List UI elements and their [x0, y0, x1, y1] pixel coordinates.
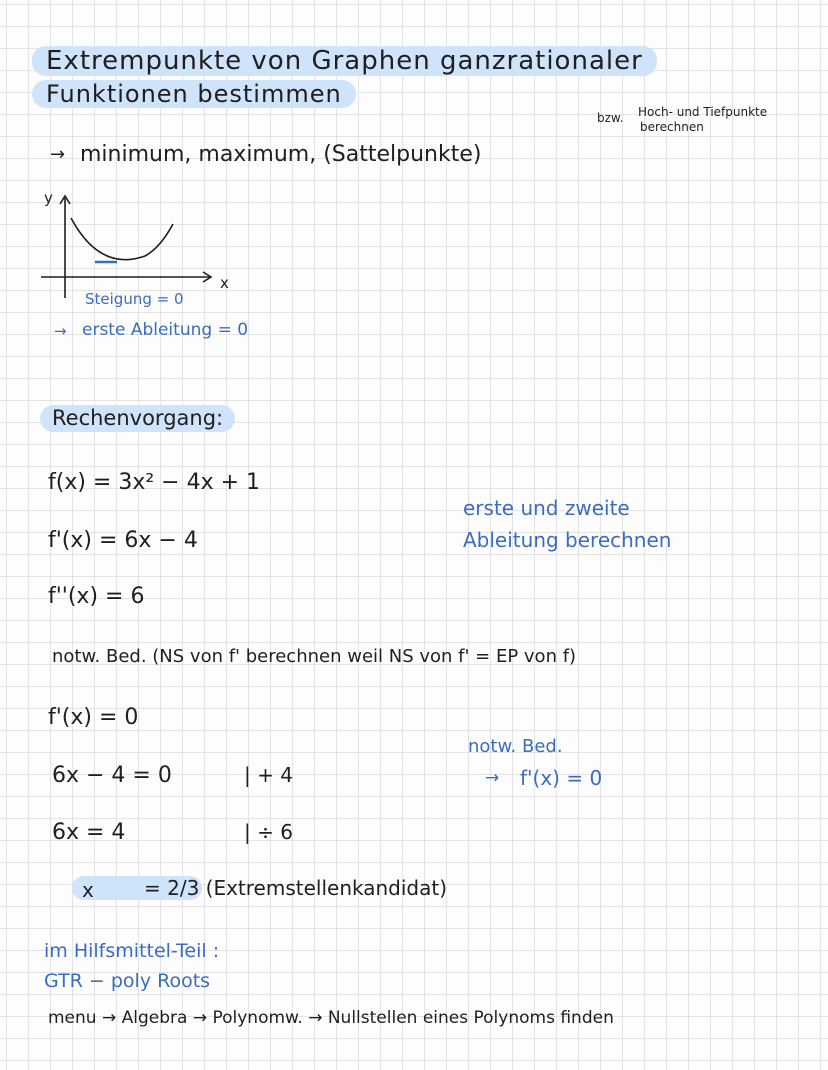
- tools-line-3: menu → Algebra → Polynomw. → Nullstellen eines Polynoms finden: [48, 1008, 614, 1028]
- tools-line-2: GTR − poly Roots: [44, 970, 211, 992]
- parabola-sketch: [35, 190, 265, 300]
- parabola-curve: [71, 218, 173, 260]
- tools-line-1: im Hilfsmittel-Teil :: [44, 940, 220, 962]
- derivative-arrow: →: [54, 322, 67, 340]
- result-variable: x: [82, 878, 94, 902]
- side-note-line-2: berechnen: [640, 120, 704, 134]
- title-line-2: Funktionen bestimmen: [32, 80, 356, 108]
- op-2: | ÷ 6: [244, 820, 293, 844]
- step-2: 6x = 4: [52, 820, 126, 845]
- calc-heading: Rechenvorgang:: [40, 405, 235, 432]
- title-line-1: Extrempunkte von Graphen ganzrationaler: [32, 46, 657, 76]
- condition-side-line-1: notw. Bed.: [468, 736, 563, 757]
- condition-eq: f'(x) = 0: [48, 705, 139, 730]
- condition-side-arrow: →: [485, 768, 500, 788]
- condition-text: notw. Bed. (NS von f' berechnen weil NS von f' = EP von f): [52, 646, 577, 667]
- side-note-prefix: bzw.: [597, 111, 624, 125]
- calc-note-line-2: Ableitung berechnen: [463, 528, 672, 552]
- result-text: = 2/3 (Extremstellenkandidat): [144, 876, 448, 900]
- x-axis-label: x: [220, 274, 229, 292]
- op-1: | + 4: [244, 763, 293, 787]
- calc-note-line-1: erste und zweite: [463, 496, 630, 520]
- side-note-line-1: Hoch- und Tiefpunkte: [638, 105, 768, 119]
- slope-text: Steigung = 0: [85, 290, 184, 308]
- intro-arrow: →: [50, 144, 66, 165]
- intro-text: minimum, maximum, (Sattelpunkte): [80, 142, 482, 167]
- y-axis-label: y: [44, 189, 53, 207]
- step-1: 6x − 4 = 0: [52, 763, 172, 788]
- condition-side-line-2: f'(x) = 0: [520, 766, 603, 790]
- function-f: f(x) = 3x² − 4x + 1: [48, 470, 261, 495]
- derivative-f2: f''(x) = 6: [48, 584, 145, 609]
- derivative-f1: f'(x) = 6x − 4: [48, 528, 198, 553]
- derivative-text: erste Ableitung = 0: [82, 320, 249, 340]
